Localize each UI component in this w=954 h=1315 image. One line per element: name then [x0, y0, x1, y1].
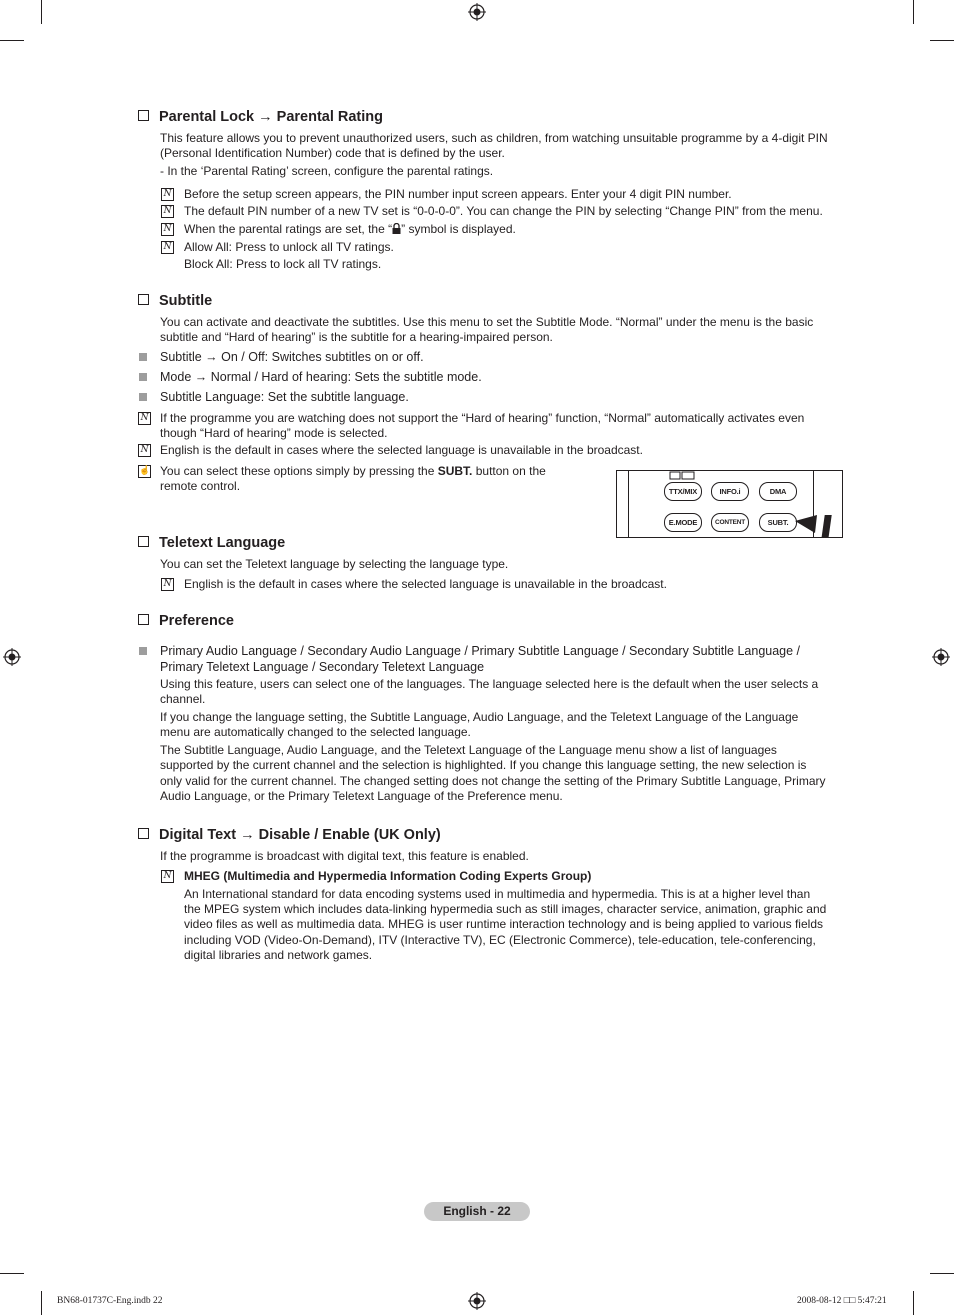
note-text: The default PIN number of a new TV set is “0-0-0-0”. You can change the PIN by selecting “Change PIN” from the menu.: [184, 204, 823, 218]
registration-mark-icon: [468, 1292, 486, 1310]
info-button[interactable]: INFO.i: [711, 482, 749, 501]
footer-filename: BN68-01737C-Eng.indb 22: [57, 1296, 163, 1306]
note-text: remote control.: [160, 479, 241, 493]
remote-edge: [625, 471, 629, 537]
section-title-text: Digital Text → Disable / Enable (UK Only): [159, 827, 441, 843]
crop-mark: [930, 1273, 954, 1274]
ttx-mix-button[interactable]: TTX/MIX: [664, 482, 702, 501]
checkbox-bullet-icon: [138, 294, 149, 305]
paragraph: This feature allows you to prevent unauthorized users, such as children, from watching unsuitable programme by a 4-digit PIN: [160, 131, 828, 145]
paragraph: You can activate and deactivate the subtitles. Use this menu to set the Subtitle Mode. “Normal” under the menu is the basic: [160, 315, 814, 329]
note-text: English is the default in cases where the selected language is unavailable in the broadcast.: [160, 443, 643, 457]
crop-mark: [0, 40, 24, 41]
registration-mark-icon: [932, 648, 950, 666]
paragraph: Using this feature, users can select one of the languages. The language selected here is the default when the user selects a: [160, 677, 819, 691]
section-title-text: Preference: [159, 613, 234, 629]
subt-button[interactable]: SUBT.: [759, 513, 797, 532]
paragraph: If the programme is broadcast with digital text, this feature is enabled.: [160, 849, 529, 863]
paragraph: subtitle and “Hard of hearing” is the subtitle for a hearing-impaired person.: [160, 330, 553, 344]
paragraph: Audio Language, or the Primary Teletext Language of the Preference menu.: [160, 789, 563, 803]
note-text: Before the setup screen appears, the PIN number input screen appears. Enter your 4 digit PIN number.: [184, 187, 732, 201]
note-icon: N: [161, 188, 174, 201]
note-text: [160, 464, 546, 480]
section-title-text: Teletext Language: [159, 535, 286, 551]
checkbox-bullet-icon: [138, 828, 149, 839]
note-text: If the programme you are watching does not support the “Hard of hearing” function, “Normal” automatically activates even: [160, 411, 805, 425]
paragraph: The Subtitle Language, Audio Language, and the Teletext Language of the Language menu show a list of languages: [160, 743, 777, 757]
bullet-item: Subtitle → On / Off: Switches subtitles on or off.: [160, 350, 424, 364]
paragraph: If you change the language setting, the Subtitle Language, Audio Language, and the Teletext Language of the Language: [160, 710, 799, 724]
remote-hand-icon: ☝: [139, 466, 151, 476]
registration-mark-icon: [3, 648, 21, 666]
dma-button[interactable]: DMA: [759, 482, 797, 501]
registration-mark-icon: [468, 3, 486, 21]
note-icon: N: [138, 444, 151, 457]
e-mode-button[interactable]: E.MODE: [664, 513, 702, 532]
note-icon: N: [161, 870, 174, 883]
page-number-badge: English - 22: [424, 1202, 530, 1221]
paragraph: supported by the current channel and the selection is highlighted. If you change this language setting, the new selection is: [160, 758, 807, 772]
section-title-parental: [138, 109, 383, 125]
dash-item: - In the ‘Parental Rating’ screen, configure the parental ratings.: [160, 164, 494, 178]
paragraph: (Personal Identification Number) code that is defined by the user.: [160, 146, 505, 160]
square-bullet-icon: [139, 353, 147, 361]
checkbox-bullet-icon: [138, 110, 149, 121]
note-text-part: ” symbol is displayed.: [401, 222, 516, 236]
checkbox-bullet-icon: [138, 536, 149, 547]
pointing-arrow-icon: [793, 513, 839, 537]
note-text: though “Hard of hearing” mode is selected.: [160, 426, 388, 440]
content-button[interactable]: CONTENT: [711, 513, 749, 532]
section-title-subtitle: [138, 293, 212, 309]
remote-top-icon: [669, 471, 697, 481]
note-text: English is the default in cases where the selected language is unavailable in the broadcast.: [184, 577, 667, 591]
remote-control-illustration: [616, 470, 843, 538]
note-text: [184, 222, 516, 238]
note-text: video files as well as multimedia data. MHEG is user runtime interaction technology and is being applied to various fields: [184, 917, 823, 931]
square-bullet-icon: [139, 647, 147, 655]
note-text-part: You can select these options simply by pressing the: [160, 464, 438, 478]
crop-mark: [913, 1291, 914, 1315]
section-title-teletext: [138, 535, 285, 551]
note-text: An International standard for data encoding systems used in multimedia and hypermedia. This is at a higher level than: [184, 887, 811, 901]
note-text: digital libraries and network games.: [184, 948, 373, 962]
crop-mark: [930, 40, 954, 41]
square-bullet-icon: [139, 393, 147, 401]
checkbox-bullet-icon: [138, 614, 149, 625]
bullet-item: Mode → Normal / Hard of hearing: Sets the subtitle mode.: [160, 370, 482, 384]
paragraph: menu are automatically changed to the selected language.: [160, 725, 471, 739]
section-title-text: Subtitle: [159, 293, 213, 309]
section-title-digital-text: [138, 827, 441, 843]
section-title-preference: [138, 613, 234, 629]
note-icon: N: [161, 241, 174, 254]
note-text: Allow All: Press to unlock all TV ratings.: [184, 240, 394, 254]
note-text-part: button on the: [472, 464, 546, 478]
paragraph: channel.: [160, 692, 206, 706]
note-icon: N: [161, 223, 174, 236]
footer-timestamp: 2008-08-12 □□ 5:47:21: [797, 1296, 887, 1306]
subt-keyword: SUBT.: [437, 464, 473, 478]
bullet-item: Primary Teletext Language / Secondary Teletext Language: [160, 660, 485, 674]
crop-mark: [41, 1291, 42, 1315]
square-bullet-icon: [139, 373, 147, 381]
note-text: Block All: Press to lock all TV ratings.: [184, 257, 382, 271]
bullet-item: Primary Audio Language / Secondary Audio Language / Primary Subtitle Language / Secondary Subtitle Language /: [160, 644, 801, 658]
crop-mark: [0, 1273, 24, 1274]
note-icon: N: [161, 578, 174, 591]
paragraph: only valid for the current channel. The changed setting does not change the setting of the Primary Subtitle Language, Primary: [160, 774, 826, 788]
note-text: the MPEG system which includes data-linking hypermedia such as still images, character service, animation, graphic and: [184, 902, 827, 916]
crop-mark: [41, 0, 42, 24]
crop-mark: [913, 0, 914, 24]
note-text: including VOD (Video-On-Demand), ITV (Interactive TV), EC (Electronic Commerce), tele-education, tele-conferencing,: [184, 933, 816, 947]
note-heading: MHEG (Multimedia and Hypermedia Information Coding Experts Group): [184, 869, 592, 883]
section-title-text: Parental Lock → Parental Rating: [159, 109, 384, 125]
lock-icon: [392, 223, 401, 234]
bullet-item: Subtitle Language: Set the subtitle language.: [160, 390, 409, 404]
note-icon: N: [161, 205, 174, 218]
note-icon: N: [138, 412, 151, 425]
note-text-part: When the parental ratings are set, the “: [184, 222, 393, 236]
paragraph: You can set the Teletext language by selecting the language type.: [160, 557, 509, 571]
